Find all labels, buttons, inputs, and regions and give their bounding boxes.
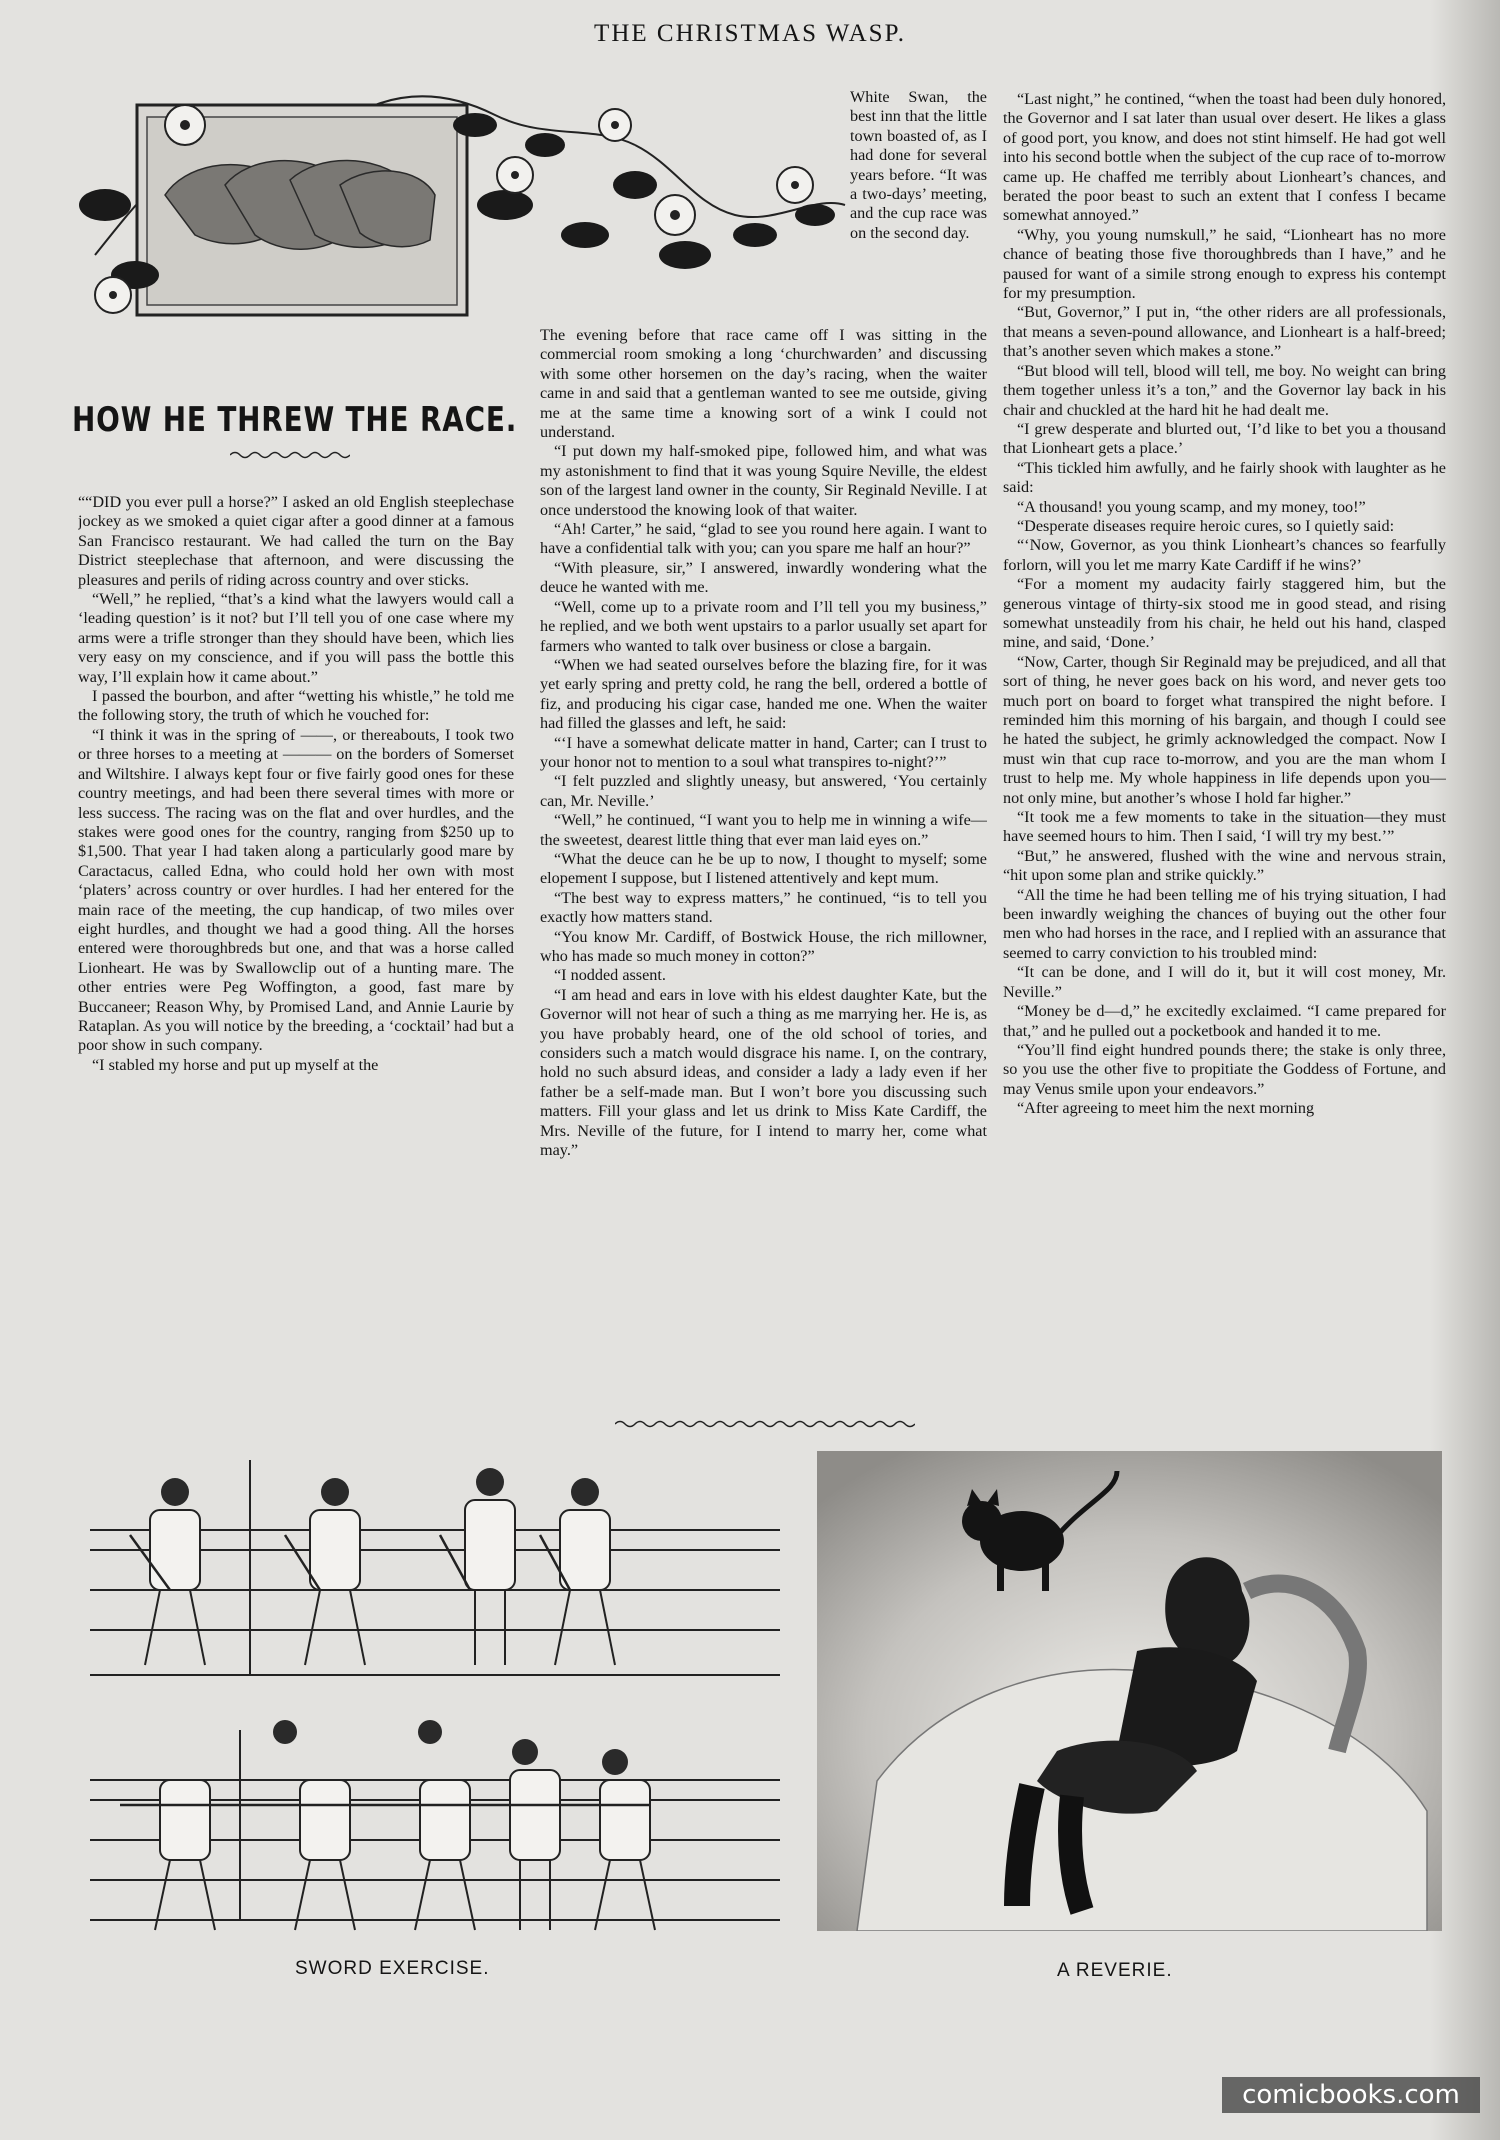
story-paragraph: “Money be d—d,” he excitedly exclaimed. “I came prepared for that,” and he pulled out a pocketbook and handed it to me. [1003, 1002, 1446, 1040]
story-paragraph: “This tickled him awfully, and he fairly shook with laughter as he said: [1003, 458, 1446, 497]
story-paragraph: “I felt puzzled and slightly uneasy, but answered, ‘You certainly can, Mr. Neville.’ [540, 772, 987, 810]
wavy-rule-divider [230, 450, 350, 460]
horse-heads-ornament [75, 85, 865, 325]
story-paragraph: “Last night,” he contined, “when the toast had been duly honored, the Governor and I sat later than usual over desert. He likes a glass of good port, you know, and does not stint himself. He had got well into his second bottle when the subject of the cup race of to-morrow came up. He chaffed me terribly about Lionheart’s chances, and berated the poor beast to such an extent that I confess I became somewhat annoyed.” [1003, 90, 1446, 225]
story-column-2-top [850, 88, 987, 328]
story-paragraph: White Swan, the best inn that the little town boasted of, as I had done for several years before. “It was a two-days’ meeting, and the cup race was on the second day. [850, 88, 987, 242]
sword-exercise-illustration [90, 1450, 780, 1955]
story-paragraph: I passed the bourbon, and after “wetting his whistle,” he told me the following story, the truth of which he vouched for: [78, 687, 514, 725]
story-paragraph: “I put down my half-smoked pipe, followed him, and what was my astonishment to find that it was young Squire Neville, the eldest son of the largest land owner in the county, Sir Reginald Neville. I at once understood the knowing look of that waiter. [540, 442, 987, 519]
story-paragraph: “What the deuce can he be up to now, I thought to myself; some elopement I suppose, but I listened attentively and kept mum. [540, 849, 987, 888]
story-paragraph: “You know Mr. Cardiff, of Bostwick House, the rich millowner, who has made so much money in cotton?” [540, 927, 987, 965]
story-paragraph-opening: ““DID you ever pull a horse?” I asked an old English steeplechase jockey as we smoked a quiet cigar after a good dinner at a famous San Francisco restaurant. We had called the turn on the Bay District steeplechase that afternoon, and were discussing the pleasures and perils of riding across country and over sticks. [78, 493, 514, 589]
wavy-rule-divider [615, 1418, 915, 1430]
story-paragraph: “It took me a few moments to take in the situation—they must have seemed hours to him. Then I said, ‘I will try my best.’” [1003, 808, 1446, 846]
story-paragraph: “But blood will tell, blood will tell, me boy. No weight can bring them together unless it’s a ton,” and the Governor lay back in his chair and chuckled at the hard hit he had dealt me. [1003, 361, 1446, 419]
story-paragraph: “For a moment my audacity fairly staggered him, but the generous vintage of thirty-six stood me in good stead, and rising somewhat unsteadily from his chair, he held out his hand, clasped mine, and said, ‘Done.’ [1003, 575, 1446, 652]
story-paragraph: “I stabled my horse and put up myself at the [92, 1055, 379, 1074]
illustration-caption-a-reverie: A REVERIE. [1057, 1960, 1173, 1981]
story-paragraph: “Well,” he continued, “I want you to help me in winning a wife—the sweetest, dearest little thing that ever man laid eyes on.” [540, 811, 987, 849]
story-paragraph: The evening before that race came off I was sitting in the commercial room smoking a long ‘churchwarden’ and discussing with some other horsemen on the day’s racing, when the waiter came in and said that a gentleman wanted to see me outside, giving me at the same time a knowing sort of a wink I could not understand. [540, 326, 987, 442]
story-paragraph: “I am head and ears in love with his eldest daughter Kate, but the Governor will not hear of such a thing as me marrying her. He is, as you have probably heard, one of the old school of tories, and considers such a match would disgrace his name. I, on the contrary, hold no such absurd ideas, and consider a lady a lady even if her father be a self-made man. But I won’t bore you discussing such matters. Fill your glass and let us drink to Miss Kate Cardiff, the Mrs. Neville of the future, for I intend to marry her, come what may.” [540, 985, 987, 1160]
story-paragraph: “You’ll find eight hundred pounds there; the stake is only three, so you use the other five to propitiate the Goddess of Fortune, and may Venus smile upon your endeavors.” [1003, 1040, 1446, 1098]
story-paragraph: “All the time he had been telling me of his trying situation, I had been inwardly weighing the chances of buying out the other four men who had horses in the race, and I replied with an assurance that seemed to carry conviction to his troubled mind: [1003, 885, 1446, 962]
story-paragraph: “A thousand! you young scamp, and my money, too!” [1017, 497, 1366, 516]
story-column-3 [1003, 90, 1446, 1390]
story-paragraph: “It can be done, and I will do it, but it will cost money, Mr. Neville.” [1003, 963, 1446, 1001]
reverie-illustration [817, 1451, 1442, 1931]
story-column-2 [540, 326, 987, 1396]
story-paragraph: “But, Governor,” I put in, “the other riders are all professionals, that means a seven-pound allowance, and Lionheart is a half-breed; that’s another seven which makes a stone.” [1003, 303, 1446, 361]
story-paragraph: “But,” he answered, flushed with the wine and nervous strain, “hit upon some plan and strike quickly.” [1003, 846, 1446, 885]
story-column-1 [78, 493, 514, 1393]
story-paragraph: “I nodded assent. [554, 966, 666, 985]
story-paragraph: “Ah! Carter,” he said, “glad to see you round here again. I want to have a confidential talk with you; can you spare me half an hour?” [540, 520, 987, 558]
running-head: THE CHRISTMAS WASP. [594, 20, 906, 47]
illustration-caption-sword-exercise: SWORD EXERCISE. [295, 1958, 490, 1979]
story-paragraph: “Well, come up to a private room and I’ll tell you my business,” he replied, and we both went upstairs to a parlor usually set apart for farmers who wanted to talk over business or close a bargain. [540, 597, 987, 655]
story-paragraph: “I think it was in the spring of ——, or thereabouts, I took two or three horses to a meeting at ——— on the borders of Somerset and Wiltshire. I always kept four or five fairly good ones for these country meetings, and had been there several times with more or less success. The racing was on the flat and over hurdles, and the stakes were good ones for the country, ranging from $250 up to $1,500. That year I had taken along a particularly good mare by Caractacus, called Edna, who could hold her own with most ‘platers’ across country or over hurdles. I had her entered for the main race of the meeting, the cup handicap, of two miles over eight hurdles, and thought we had a good thing. All the horses entered were thoroughbreds but one, and that was a horse called Lionheart. He was by Swallowclip out of a hunting mare. The other entries were Peg Woffington, a good, fast mare by Buccaneer; Reason Why, by Promised Land, and Annie Laurie by Rataplan. As you will notice by the breeding, a ‘cocktail’ had but a poor show in such company. [78, 725, 514, 1055]
story-paragraph: “I grew desperate and blurted out, ‘I’d like to bet you a thousand that Lionheart gets a place.’ [1003, 419, 1446, 458]
story-paragraph: “After agreeing to meet him the next morning [1017, 1099, 1315, 1118]
story-paragraph: “The best way to express matters,” he continued, “is to tell you exactly how matters stand. [540, 888, 987, 927]
story-paragraph: “Well,” he replied, “that’s a kind what the lawyers would call a ‘leading question’ is it not? but I’ll tell you of one case where my arms were a trifle stronger than they should have been, which lies very easy on my conscience, and if you will pass the bottle this way, I’ll explain how it came about.” [78, 590, 514, 686]
story-paragraph: “Desperate diseases require heroic cures, so I quietly said: [1017, 516, 1395, 535]
story-paragraph: “‘Now, Governor, as you think Lionheart’s chances so fearfully forlorn, will you let me marry Kate Cardiff if he wins?’ [1003, 536, 1446, 574]
story-paragraph: “When we had seated ourselves before the blazing fire, for it was yet early spring and pretty cold, he rang the bell, ordered a bottle of fiz, and producing his cigar case, handed me one. When the waiter had filled the glasses and left, he said: [540, 655, 987, 733]
story-headline: HOW HE THREW THE RACE. [72, 400, 518, 440]
story-paragraph: “Now, Carter, though Sir Reginald may be prejudiced, and all that sort of thing, he never goes back on his word, and never gets too much port on board to forget what transpired the night before. I reminded him this morning of his bargain, and though I could see he hated the subject, he grimly acknowledged the compact. Now I must win that cup race to-morrow, and you are the man whom I trust to help me. My whole happiness in life depends upon you—not only mine, but another’s whose I hold far higher.” [1003, 652, 1446, 807]
site-watermark: comicbooks.com [1222, 2077, 1480, 2113]
story-paragraph: “With pleasure, sir,” I answered, inwardly wondering what the deuce he wanted with me. [540, 558, 987, 597]
story-paragraph: “‘I have a somewhat delicate matter in hand, Carter; can I trust to your honor not to mention to a soul what transpires to-night?’” [540, 733, 987, 771]
story-paragraph: “Why, you young numskull,” he said, “Lionheart has no more chance of beating those five thoroughbreds than I have,” and he paused for want of a simile strong enough to express his contempt for my presumption. [1003, 225, 1446, 303]
